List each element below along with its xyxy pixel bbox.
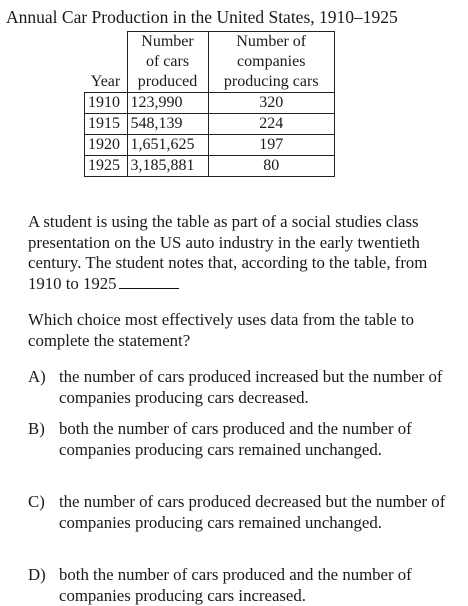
choice-text: the number of cars produced increased but the number of companies producing cars decreased. (59, 367, 443, 407)
cell-companies: 320 (208, 93, 335, 114)
cell-companies: 224 (208, 114, 335, 135)
table-row (85, 156, 335, 177)
header-companies-line: companies (237, 53, 306, 70)
question-statement (28, 212, 428, 294)
choice-letter: A) (28, 367, 46, 386)
table-row (85, 93, 335, 114)
cell-year: 1910 (85, 93, 128, 114)
table-row (85, 135, 335, 156)
fill-in-blank (119, 276, 179, 289)
choice-text: both the number of cars produced and the number of companies producing cars remained unchanged. (59, 419, 412, 459)
choice-letter: B) (28, 419, 45, 438)
header-companies (208, 32, 335, 93)
header-companies-line: producing cars (223, 73, 319, 90)
cell-companies: 197 (208, 135, 335, 156)
table-header-row (85, 32, 335, 93)
choice-text: both the number of cars produced and the number of companies producing cars increased. (59, 565, 412, 605)
cell-year: 1920 (85, 135, 128, 156)
header-cars-line: Number (141, 33, 194, 50)
header-cars-produced (127, 32, 208, 93)
header-cars-line: produced (137, 73, 198, 90)
cell-cars: 3,185,881 (127, 156, 208, 177)
cell-cars: 548,139 (127, 114, 208, 135)
header-cars-line: of cars (145, 53, 190, 70)
cell-cars: 1,651,625 (127, 135, 208, 156)
cell-cars: 123,990 (127, 93, 208, 114)
cell-companies: 80 (208, 156, 335, 177)
production-table (84, 31, 335, 177)
question-prompt: Which choice most effectively uses data from the table to complete the statement? (28, 310, 414, 350)
choice-text: the number of cars produced decreased but the number of companies producing cars remained unchanged. (59, 492, 446, 532)
header-companies-line: Number of (236, 33, 307, 50)
choice-letter: D) (28, 565, 46, 584)
table-row (85, 114, 335, 135)
statement-text: A student is using the table as part of a social studies class presentation on the US auto industry in the early twentieth century. The student notes that, according to the table, from 1910 to 1925 (28, 212, 428, 293)
choice-letter: C) (28, 492, 45, 511)
cell-year: 1915 (85, 114, 128, 135)
table-title: Annual Car Production in the United States, 1910–1925 (6, 7, 398, 27)
header-year: Year (85, 32, 128, 93)
cell-year: 1925 (85, 156, 128, 177)
